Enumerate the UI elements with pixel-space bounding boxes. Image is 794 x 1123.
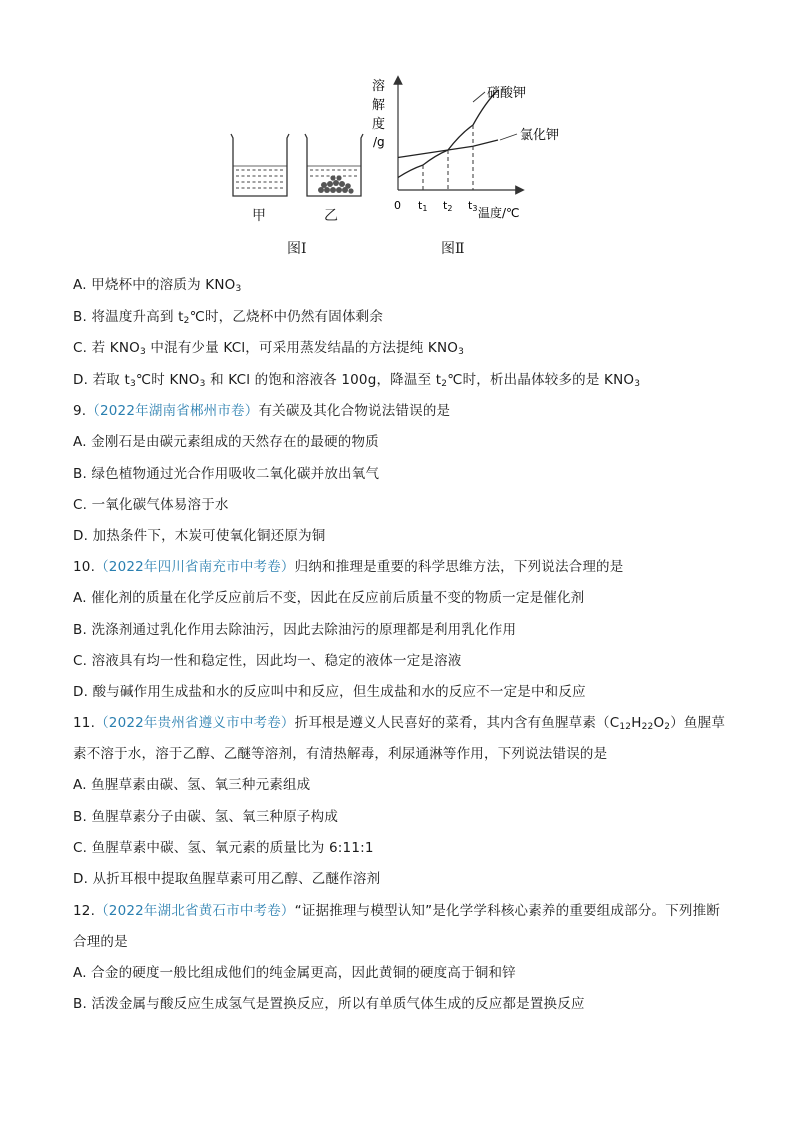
kno3-curve-label: 硝酸钾 bbox=[487, 86, 527, 101]
figure-area bbox=[0, 0, 794, 262]
q10-source: （2022年四川省南充市中考卷） bbox=[95, 559, 295, 575]
q8-c-mid: 中混有少量 KCl，可采用蒸发结晶的方法提纯 KNO bbox=[145, 340, 459, 356]
q10-option-d: D. 酸与碱作用生成盐和水的反应叫中和反应，但生成盐和水的反应不一定是中和反应 bbox=[73, 684, 586, 700]
q9-option-a: A. 金刚石是由碳元素组成的天然存在的最硬的物质 bbox=[73, 434, 379, 450]
q9-option-b: B. 绿色植物通过光合作用吸收二氧化碳并放出氧气 bbox=[73, 466, 380, 482]
q10-option-b: B. 洗涤剂通过乳化作用去除油污，因此去除油污的原理都是利用乳化作用 bbox=[73, 622, 517, 638]
q12-source: （2022年湖北省黄石市中考卷） bbox=[95, 903, 295, 919]
q11-stem-pre: 折耳根是遵义人民喜好的菜肴，其内含有鱼腥草素（C bbox=[294, 715, 620, 731]
q11-formula-sub1: 12 bbox=[619, 722, 632, 732]
q8-d-sub1: 3 bbox=[129, 379, 136, 389]
q8-option-d bbox=[73, 371, 640, 389]
q8-option-a bbox=[73, 276, 241, 294]
origin-label: 0 bbox=[394, 199, 401, 212]
figure-2-chart bbox=[360, 72, 570, 232]
q9-source: （2022年湖南省郴州市卷） bbox=[86, 403, 259, 419]
q10-stem-text: 归纳和推理是重要的科学思维方法，下列说法合理的是 bbox=[294, 559, 624, 575]
figure-1-caption: 图Ⅰ bbox=[287, 241, 307, 257]
q12-option-a: A. 合金的硬度一般比组成他们的纯金属更高，因此黄铜的硬度高于铜和锌 bbox=[73, 965, 516, 981]
tick-label-t2: t2 bbox=[443, 199, 453, 213]
q9-stem-text: 有关碳及其化合物说法错误的是 bbox=[258, 403, 451, 419]
q12-number: 12. bbox=[73, 903, 96, 919]
q8-c-sub1: 3 bbox=[139, 347, 146, 357]
kcl-leader-line bbox=[500, 134, 517, 140]
q11-formula-sub3: 2 bbox=[664, 722, 671, 732]
q11-source: （2022年贵州省遵义市中考卷） bbox=[95, 715, 295, 731]
q8-b-sub: 2 bbox=[183, 316, 190, 326]
q8-d-sub4: 3 bbox=[634, 379, 641, 389]
q11-option-d: D. 从折耳根中提取鱼腥草素可用乙醇、乙醚作溶剂 bbox=[73, 871, 381, 887]
q8-d-mid3: ℃时，析出晶体较多的是 KNO bbox=[447, 372, 635, 388]
q9-stem bbox=[73, 402, 450, 420]
beaker-a-label: 甲 bbox=[252, 208, 266, 224]
q11-stem bbox=[73, 714, 725, 732]
kcl-curve-label: 氯化钾 bbox=[520, 128, 560, 143]
q8-b-text: B. 将温度升高到 t bbox=[73, 309, 184, 325]
q9-number: 9. bbox=[73, 403, 87, 419]
q12-stem-text: “证据推理与模型认知”是化学学科核心素养的重要组成部分。下列推断 bbox=[294, 903, 721, 919]
q12-option-b: B. 活泼金属与酸反应生成氢气是置换反应，所以有单质气体生成的反应都是置换反应 bbox=[73, 996, 585, 1012]
q8-a-sub: 3 bbox=[235, 284, 242, 294]
q8-d-mid2: 和 KCl 的饱和溶液各 100g，降温至 t bbox=[205, 372, 442, 388]
q11-number: 11. bbox=[73, 715, 96, 731]
q8-a-text: A. 甲烧杯中的溶质为 KNO bbox=[73, 277, 236, 293]
y-label-2: 解 bbox=[372, 98, 386, 113]
q11-formula-h: H bbox=[631, 715, 642, 731]
q10-option-a: A. 催化剂的质量在化学反应前后不变，因此在反应前后质量不变的物质一定是催化剂 bbox=[73, 590, 585, 606]
q10-stem bbox=[73, 558, 623, 576]
q8-option-b bbox=[73, 308, 383, 326]
q11-formula-sub2: 22 bbox=[641, 722, 654, 732]
q9-option-d: D. 加热条件下，木炭可使氧化铜还原为铜 bbox=[73, 528, 326, 544]
tick-label-t3: t3 bbox=[468, 199, 478, 213]
beaker-b-label: 乙 bbox=[324, 208, 338, 224]
curve-kcl bbox=[398, 140, 498, 158]
figure-2-caption: 图Ⅱ bbox=[441, 241, 465, 257]
q9-option-c: C. 一氧化碳气体易溶于水 bbox=[73, 497, 229, 513]
q8-c-text: C. 若 KNO bbox=[73, 340, 140, 356]
q11-formula-o: O bbox=[653, 715, 665, 731]
beaker-a bbox=[231, 134, 289, 196]
q10-number: 10. bbox=[73, 559, 96, 575]
q10-option-c: C. 溶液具有均一性和稳定性，因此均一、稳定的液体一定是溶液 bbox=[73, 653, 462, 669]
kno3-leader-line bbox=[473, 92, 485, 102]
y-label-3: 度 bbox=[372, 117, 386, 132]
q8-option-c bbox=[73, 339, 464, 357]
q8-d-sub2: 3 bbox=[199, 379, 206, 389]
q12-stem bbox=[73, 902, 720, 920]
q11-stem-line2: 素不溶于水，溶于乙醇、乙醚等溶剂，有清热解毒，利尿通淋等作用，下列说法错误的是 bbox=[73, 746, 608, 762]
x-axis-label: 温度/℃ bbox=[478, 206, 520, 220]
q8-b-post: ℃时，乙烧杯中仍然有固体剩余 bbox=[189, 309, 384, 325]
q8-d-mid1: ℃时 KNO bbox=[135, 372, 200, 388]
tick-label-t1: t1 bbox=[418, 199, 428, 213]
y-label-1: 溶 bbox=[372, 79, 386, 94]
y-label-4: /g bbox=[373, 135, 385, 149]
figure-1-beakers bbox=[225, 132, 375, 202]
q8-c-sub2: 3 bbox=[458, 347, 465, 357]
undissolved-solid bbox=[318, 175, 354, 193]
q11-option-b: B. 鱼腥草素分子由碳、氢、氧三种原子构成 bbox=[73, 809, 339, 825]
beaker-b bbox=[305, 134, 363, 196]
q11-option-c: C. 鱼腥草素中碳、氢、氧元素的质量比为 6:11:1 bbox=[73, 840, 374, 856]
q12-stem-line2: 合理的是 bbox=[73, 934, 128, 950]
q8-d-sub3: 2 bbox=[441, 379, 448, 389]
q8-d-text: D. 若取 t bbox=[73, 372, 130, 388]
q11-stem-post: ）鱼腥草 bbox=[670, 715, 726, 731]
q11-option-a: A. 鱼腥草素由碳、氢、氧三种元素组成 bbox=[73, 777, 311, 793]
